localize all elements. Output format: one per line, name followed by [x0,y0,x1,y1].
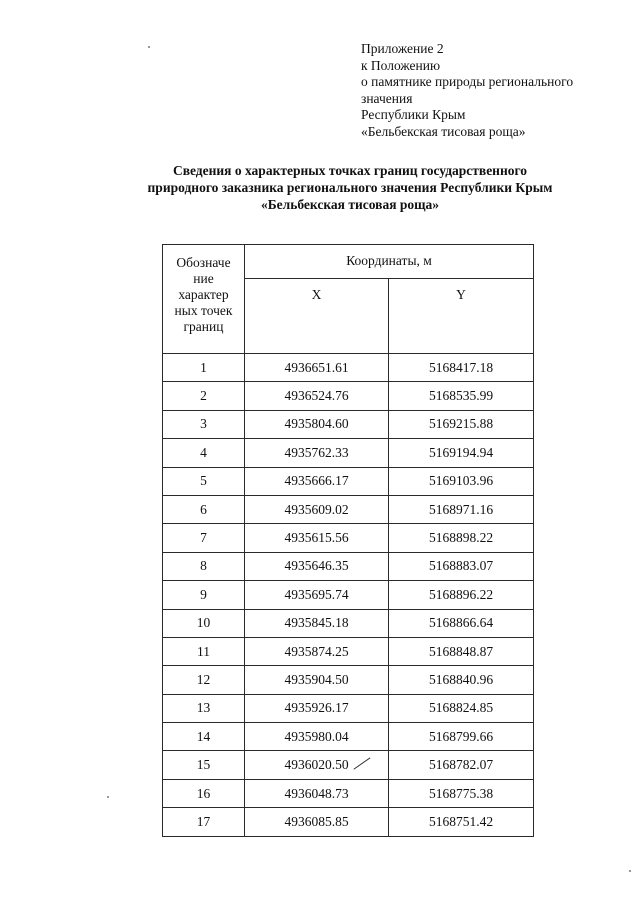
x-coordinate-cell: 4935666.17 [245,467,389,495]
point-number-cell: 12 [163,666,245,694]
coordinates-header: Координаты, м [245,245,534,279]
x-coordinate-cell: 4936048.73 [245,779,389,807]
table-row [163,609,534,637]
y-coordinate-cell: 5168417.18 [389,354,534,382]
y-coordinate-cell: 5168751.42 [389,808,534,836]
x-coordinate-cell: 4935804.60 [245,410,389,438]
scan-speck [107,796,109,798]
y-coordinate-cell: 5168866.64 [389,609,534,637]
point-number-cell: 2 [163,382,245,410]
title-line: «Бельбекская тисовая роща» [260,197,440,212]
title-line: Сведения о характерных точках границ государственного [172,163,528,178]
point-number-cell: 4 [163,439,245,467]
x-coordinate-cell: 4935874.25 [245,637,389,665]
x-coordinate-cell: 4936085.85 [245,808,389,836]
y-coordinate-cell: 5168848.87 [389,637,534,665]
y-coordinate-cell: 5168898.22 [389,524,534,552]
x-coordinate-cell: 4936020.50 [245,751,389,779]
title-line: природного заказника регионального значения Республики Крым [147,180,553,195]
x-coordinate-cell: 4935695.74 [245,581,389,609]
table-row [163,808,534,836]
table-row [163,637,534,665]
annex-line: Приложение 2 [361,41,444,56]
point-number-cell: 3 [163,410,245,438]
designation-header-line: Обозначе [176,255,231,270]
table-row [163,581,534,609]
annex-line: значения [361,90,413,106]
annex-line: к Положению [361,57,441,73]
point-number-cell: 13 [163,694,245,722]
x-coordinate-cell: 4935609.02 [245,495,389,523]
y-coordinate-cell: 5168799.66 [389,723,534,751]
point-number-cell: 6 [163,495,245,523]
designation-header-line: границ [183,319,224,334]
table-row [163,723,534,751]
y-coordinate-cell: 5168971.16 [389,495,534,523]
scan-speck [148,46,150,48]
scan-speck [629,870,631,872]
table-row [163,439,534,467]
y-coordinate-cell: 5168775.38 [389,779,534,807]
annex-line: Республики Крым [361,107,466,123]
table-row [163,467,534,495]
x-coordinate-cell: 4935904.50 [245,666,389,694]
x-column-header: X [245,278,389,353]
point-number-cell: 17 [163,808,245,836]
x-coordinate-cell: 4936524.76 [245,382,389,410]
point-number-cell: 10 [163,609,245,637]
coordinates-table [162,244,534,837]
point-number-cell: 5 [163,467,245,495]
x-coordinate-cell: 4935845.18 [245,609,389,637]
x-coordinate-cell: 4935926.17 [245,694,389,722]
y-coordinate-cell: 5169103.96 [389,467,534,495]
table-row [163,779,534,807]
point-number-cell: 7 [163,524,245,552]
y-coordinate-cell: 5168840.96 [389,666,534,694]
x-coordinate-cell: 4936651.61 [245,354,389,382]
y-coordinate-cell: 5168535.99 [389,382,534,410]
point-number-cell: 1 [163,354,245,382]
y-coordinate-cell: 5168824.85 [389,694,534,722]
table-row [163,694,534,722]
y-coordinate-cell: 5168883.07 [389,552,534,580]
x-coordinate-cell: 4935980.04 [245,723,389,751]
annex-line: о памятнике природы регионального [361,74,574,90]
x-coordinate-cell: 4935762.33 [245,439,389,467]
table-row [163,552,534,580]
y-coordinate-cell: 5169194.94 [389,439,534,467]
table-row [163,410,534,438]
y-column-header: Y [389,278,534,353]
table-row [163,751,534,779]
designation-header-line: характер [178,287,229,302]
point-number-cell: 14 [163,723,245,751]
x-coordinate-cell: 4935646.35 [245,552,389,580]
annex-line: «Бельбекская тисовая роща» [361,123,526,139]
y-coordinate-cell: 5168896.22 [389,581,534,609]
table-row [163,354,534,382]
designation-header-line: ние [193,271,214,286]
point-number-cell: 15 [163,751,245,779]
table-row [163,524,534,552]
point-number-cell: 8 [163,552,245,580]
table-body [163,354,534,837]
x-coordinate-cell: 4935615.56 [245,524,389,552]
y-coordinate-cell: 5169215.88 [389,410,534,438]
designation-header-line: ных точек [174,303,233,318]
point-number-cell: 11 [163,637,245,665]
table-row [163,495,534,523]
table-row [163,666,534,694]
point-number-cell: 9 [163,581,245,609]
table-row [163,382,534,410]
designation-header [163,245,245,354]
y-coordinate-cell: 5168782.07 [389,751,534,779]
document-title [60,162,640,213]
annex-block [361,41,621,141]
point-number-cell: 16 [163,779,245,807]
